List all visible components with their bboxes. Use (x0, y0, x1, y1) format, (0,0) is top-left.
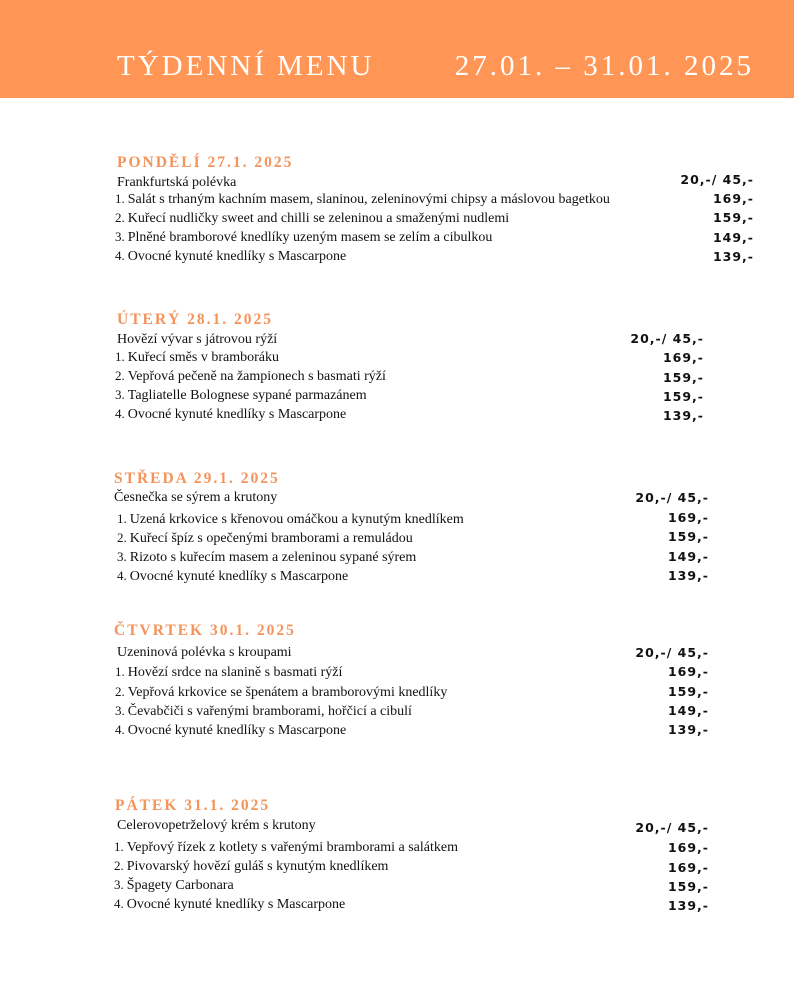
menu-item (115, 189, 610, 208)
item-name: Kuřecí směs v bramboráku (127, 350, 279, 365)
soup-name: Česnečka se sýrem a krutony (114, 490, 278, 505)
item-price: 149,- (712, 230, 754, 245)
item-price: 169,- (662, 350, 704, 365)
item-price: 169,- (667, 860, 709, 875)
item-name: Vepřový řízek z kotlety s vařenými bramborami a salátkem (126, 840, 458, 855)
soup-name: Frankfurtská polévka (117, 175, 237, 190)
item-price: 149,- (667, 703, 709, 718)
item-price: 169,- (667, 510, 709, 525)
menu-item (117, 547, 416, 566)
item-number: 2. (115, 684, 125, 699)
item-number: 3. (117, 549, 127, 564)
item-name: Ovocné kynuté knedlíky s Mascarpone (127, 723, 347, 738)
item-price: 169,- (667, 664, 709, 679)
menu-item (114, 837, 458, 856)
item-name: Uzená krkovice s křenovou omáčkou a kynutým knedlíkem (129, 512, 464, 527)
item-price: 139,- (662, 408, 704, 423)
item-name: Plněné bramborové knedlíky uzeným masem se zelím a cibulkou (127, 230, 493, 245)
menu-item (115, 366, 386, 385)
soup-name: Hovězí vývar s játrovou rýží (117, 332, 278, 347)
menu-item (114, 894, 345, 913)
item-name: Špagety Carbonara (126, 878, 234, 893)
soup-price: 20,-/ 45,- (635, 645, 709, 660)
day-title: ČTVRTEK 30.1. 2025 (114, 622, 296, 639)
item-price: 159,- (667, 529, 709, 544)
menu-item (115, 227, 492, 246)
item-name: Salát s trhaným kachním masem, slaninou, zeleninovými chipsy a máslovou bagetkou (127, 192, 610, 207)
day-title: ÚTERÝ 28.1. 2025 (117, 311, 274, 328)
soup-name: Celerovopetrželový krém s krutony (117, 818, 316, 833)
item-name: Hovězí srdce na slanině s basmati rýží (127, 665, 343, 680)
menu-item (115, 385, 367, 404)
item-number: 1. (115, 349, 125, 364)
item-number: 2. (117, 530, 127, 545)
day-title: PONDĚLÍ 27.1. 2025 (117, 154, 294, 171)
item-price: 139,- (667, 568, 709, 583)
item-name: Ovocné kynuté knedlíky s Mascarpone (129, 569, 349, 584)
item-number: 2. (114, 858, 124, 873)
item-price: 159,- (662, 389, 704, 404)
soup-price: 20,-/ 45,- (635, 820, 709, 835)
item-number: 4. (115, 722, 125, 737)
item-name: Ovocné kynuté knedlíky s Mascarpone (127, 249, 347, 264)
item-number: 3. (115, 387, 125, 402)
menu-item (117, 566, 348, 585)
menu-item (115, 662, 342, 681)
item-name: Čevabčiči s vařenými bramborami, hořčicí a cibulí (127, 704, 412, 719)
item-number: 4. (115, 248, 125, 263)
item-price: 139,- (667, 898, 709, 913)
item-price: 169,- (712, 191, 754, 206)
menu-date-range: 27.01. – 31.01. 2025 (454, 50, 754, 82)
item-number: 4. (115, 406, 125, 421)
soup-price: 20,-/ 45,- (635, 490, 709, 505)
item-price: 159,- (667, 684, 709, 699)
item-price: 139,- (712, 249, 754, 264)
item-number: 3. (114, 877, 124, 892)
item-number: 1. (117, 511, 127, 526)
menu-item (114, 875, 234, 894)
item-price: 159,- (667, 879, 709, 894)
item-name: Kuřecí nudličky sweet and chilli se zeleninou a smaženými nudlemi (127, 211, 510, 226)
item-number: 4. (114, 896, 124, 911)
item-name: Ovocné kynuté knedlíky s Mascarpone (127, 407, 347, 422)
item-name: Ovocné kynuté knedlíky s Mascarpone (126, 897, 346, 912)
soup-price: 20,-/ 45,- (630, 331, 704, 346)
item-number: 4. (117, 568, 127, 583)
header-banner (0, 0, 794, 98)
item-number: 3. (115, 703, 125, 718)
menu-item (115, 246, 346, 265)
item-name: Vepřová pečeně na žampionech s basmati rýží (127, 369, 386, 384)
item-price: 159,- (662, 370, 704, 385)
menu-item (117, 528, 413, 547)
menu-item (115, 701, 412, 720)
menu-item (115, 682, 447, 701)
item-price: 139,- (667, 722, 709, 737)
menu-item (115, 720, 346, 739)
soup-price: 20,-/ 45,- (680, 172, 754, 187)
menu-item (115, 347, 279, 366)
item-name: Vepřová krkovice se špenátem a bramborovými knedlíky (127, 685, 448, 700)
day-title: PÁTEK 31.1. 2025 (115, 797, 271, 814)
item-number: 2. (115, 368, 125, 383)
item-number: 3. (115, 229, 125, 244)
item-number: 1. (115, 191, 125, 206)
menu-item (114, 856, 388, 875)
item-name: Rizoto s kuřecím masem a zeleninou sypané sýrem (129, 550, 417, 565)
item-price: 169,- (667, 840, 709, 855)
menu-item (115, 208, 509, 227)
item-number: 2. (115, 210, 125, 225)
menu-item (117, 509, 464, 528)
item-price: 149,- (667, 549, 709, 564)
soup-name: Uzeninová polévka s kroupami (117, 645, 292, 660)
day-title: STŘEDA 29.1. 2025 (114, 470, 280, 487)
item-name: Pivovarský hovězí guláš s kynutým knedlíkem (126, 859, 389, 874)
menu-title: TÝDENNÍ MENU (117, 50, 375, 82)
item-name: Tagliatelle Bolognese sypané parmazánem (127, 388, 367, 403)
item-name: Kuřecí špíz s opečenými bramborami a remuládou (129, 531, 413, 546)
item-number: 1. (115, 664, 125, 679)
item-number: 1. (114, 839, 124, 854)
item-price: 159,- (712, 210, 754, 225)
menu-item (115, 404, 346, 423)
